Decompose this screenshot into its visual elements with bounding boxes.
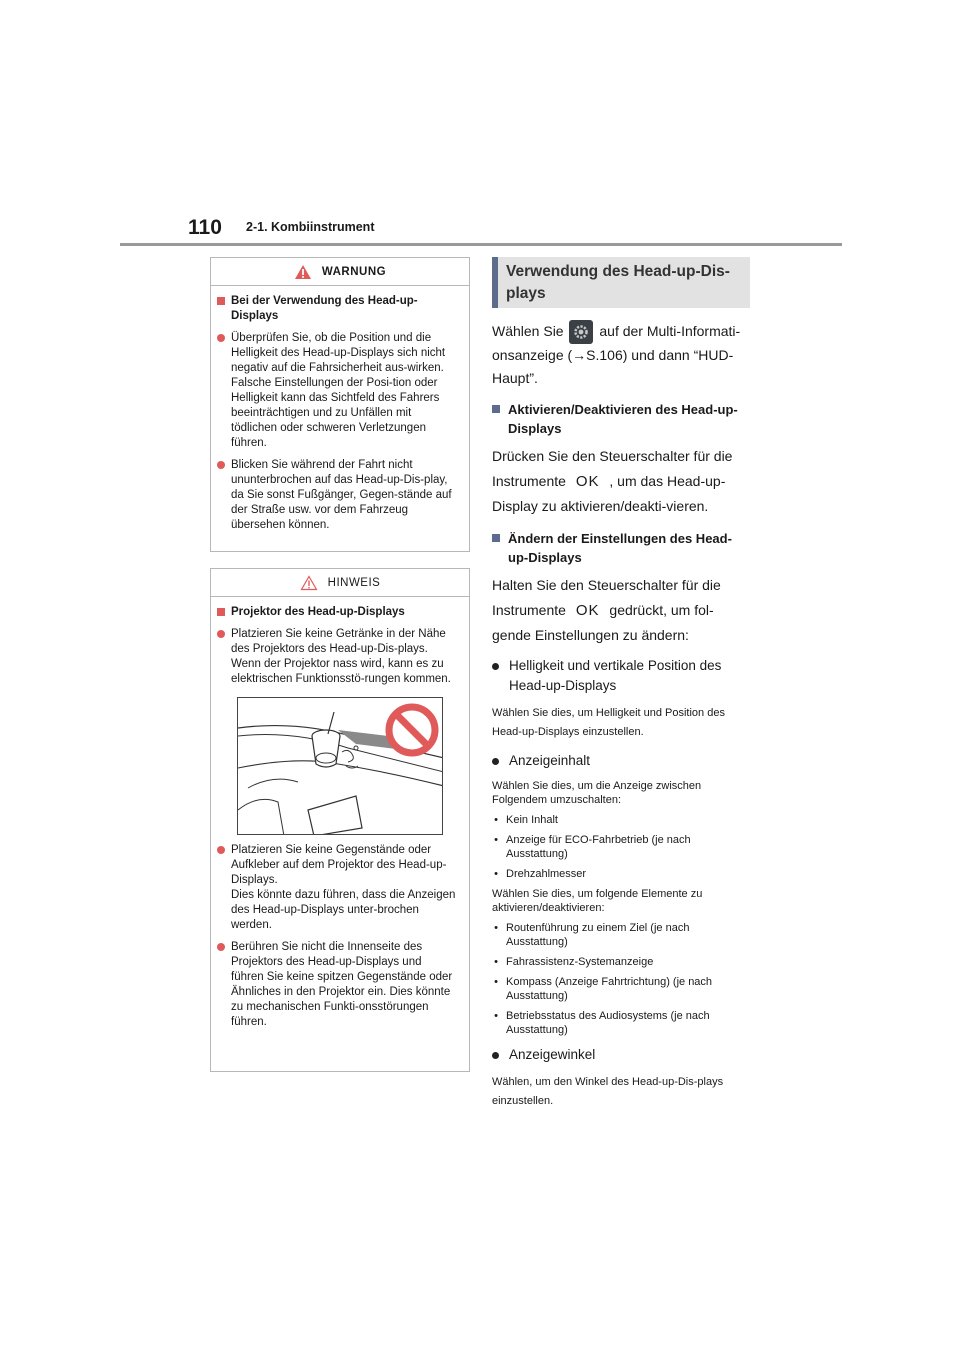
- option-content-desc2: Wählen Sie dies, um folgende Elemente zu aktivieren/deaktivieren:: [492, 888, 703, 915]
- option-brightness: Helligkeit und vertikale Position des Head-up-Displays: [492, 656, 752, 696]
- warning-item: Überprüfen Sie, ob die Position und die Helligkeit des Head-up-Displays sich nicht negativ auf die Fahrsicherheit aus-wirken. Falsche Einstellungen der Posi-tion oder Helligkeit kann das Sichtfeld des Fahrers beeinträchtigen und zu Unfällen mit tödlichen oder schweren Verletzungen führen.: [217, 331, 457, 451]
- warning-box: [210, 257, 470, 552]
- notice-item: Berühren Sie nicht die Innenseite des Projektors des Head-up-Displays und führen Sie keine spitzen Gegenstände oder Ähnliches in den Projektor ein. Dies könnte zu mechanischen Funkti-onsstörungen führen.: [217, 940, 457, 1030]
- list-item: • Anzeige für ECO-Fahrbetrieb (je nach Ausstattung): [494, 834, 691, 861]
- round-bullet-icon: [217, 943, 225, 951]
- warning-label: WARNUNG: [321, 265, 387, 278]
- option-angle: Anzeigewinkel: [492, 1045, 752, 1065]
- round-bullet-icon: [492, 758, 499, 765]
- page-number: 110: [188, 216, 222, 239]
- round-bullet-icon: [217, 630, 225, 638]
- square-bullet-icon: [492, 405, 500, 413]
- ok-button-icon: OK: [575, 473, 600, 491]
- intro-paragraph: Wählen Sie auf der Multi-Informati-onsanzeige (→S.106) und dann “HUD-Haupt”.: [492, 320, 752, 390]
- warning-heading: Bei der Verwendung des Head-up-Displays: [217, 294, 457, 324]
- ok-button-icon: OK: [575, 602, 600, 620]
- list-item: • Fahrassistenz-Systemanzeige: [494, 956, 654, 969]
- round-bullet-icon: [217, 461, 225, 469]
- option-content: Anzeigeinhalt: [492, 751, 752, 771]
- list-item: • Drehzahlmesser: [494, 868, 587, 881]
- section-heading-settings: Ändern der Einstellungen des Head-up-Displays: [492, 529, 752, 567]
- round-bullet-icon: [217, 334, 225, 342]
- warning-box-header: [211, 258, 469, 286]
- notice-heading: Projektor des Head-up-Displays: [217, 605, 457, 620]
- notice-item: Platzieren Sie keine Getränke in der Nähe des Projektors des Head-up-Dis-plays. Wenn der Projektor nass wird, kann es zu elektrischen Funktionsstö-rungen kommen.: [217, 627, 457, 687]
- settings-paragraph: Halten Sie den Steuerschalter für die Instrumente OK gedrückt, um fol-gende Einstellungen zu ändern:: [492, 577, 721, 644]
- notice-box: [210, 568, 470, 1072]
- option-brightness-desc: Wählen Sie dies, um Helligkeit und Position des Head-up-Displays einzustellen.: [492, 707, 725, 739]
- square-bullet-icon: [492, 534, 500, 542]
- header-rule: [120, 243, 842, 246]
- option-content-desc1: Wählen Sie dies, um die Anzeige zwischen Folgendem umzuschalten:: [492, 780, 702, 807]
- warning-triangle-icon: [294, 264, 312, 280]
- notice-item: Platzieren Sie keine Gegenstände oder Aufkleber auf dem Projektor des Head-up-Displays. Dies könnte dazu führen, dass die Anzeigen des Head-up-Displays unter-brochen werden.: [217, 843, 457, 933]
- square-bullet-icon: [217, 608, 225, 616]
- settings-gear-icon: [569, 320, 593, 344]
- round-bullet-icon: [492, 1052, 499, 1059]
- list-item: • Kompass (Anzeige Fahrtrichtung) (je nach Ausstattung): [494, 976, 713, 1003]
- section-title: 2-1. Kombiinstrument: [246, 220, 375, 234]
- section-heading-activate: Aktivieren/Deaktivieren des Head-up-Displays: [492, 400, 752, 438]
- warning-item: Blicken Sie während der Fahrt nicht ununterbrochen auf das Head-up-Dis-play, da Sie sonst Fußgänger, Gegen-stände auf der Straße usw. vor dem Fahrzeug übersehen können.: [217, 458, 457, 533]
- caution-triangle-icon: [300, 575, 318, 591]
- usage-heading: Verwendung des Head-up-Dis-plays: [492, 257, 750, 308]
- activate-paragraph: Drücken Sie den Steuerschalter für die Instrumente OK , um das Head-up-Display zu aktivieren/deakti-vieren.: [492, 448, 733, 515]
- list-item: • Betriebsstatus des Audiosystems (je nach Ausstattung): [494, 1010, 710, 1037]
- round-bullet-icon: [492, 663, 499, 670]
- round-bullet-icon: [217, 846, 225, 854]
- projector-illustration: [237, 697, 443, 835]
- square-bullet-icon: [217, 297, 225, 305]
- list-item: • Kein Inhalt: [494, 814, 558, 827]
- list-item: • Routenführung zu einem Ziel (je nach Ausstattung): [494, 922, 690, 949]
- right-column: [492, 320, 752, 1111]
- option-angle-desc: Wählen, um den Winkel des Head-up-Dis-plays einzustellen.: [492, 1076, 724, 1108]
- notice-label: HINWEIS: [327, 576, 381, 589]
- projector-drink-illustration: [238, 698, 443, 835]
- notice-box-header: [211, 569, 469, 597]
